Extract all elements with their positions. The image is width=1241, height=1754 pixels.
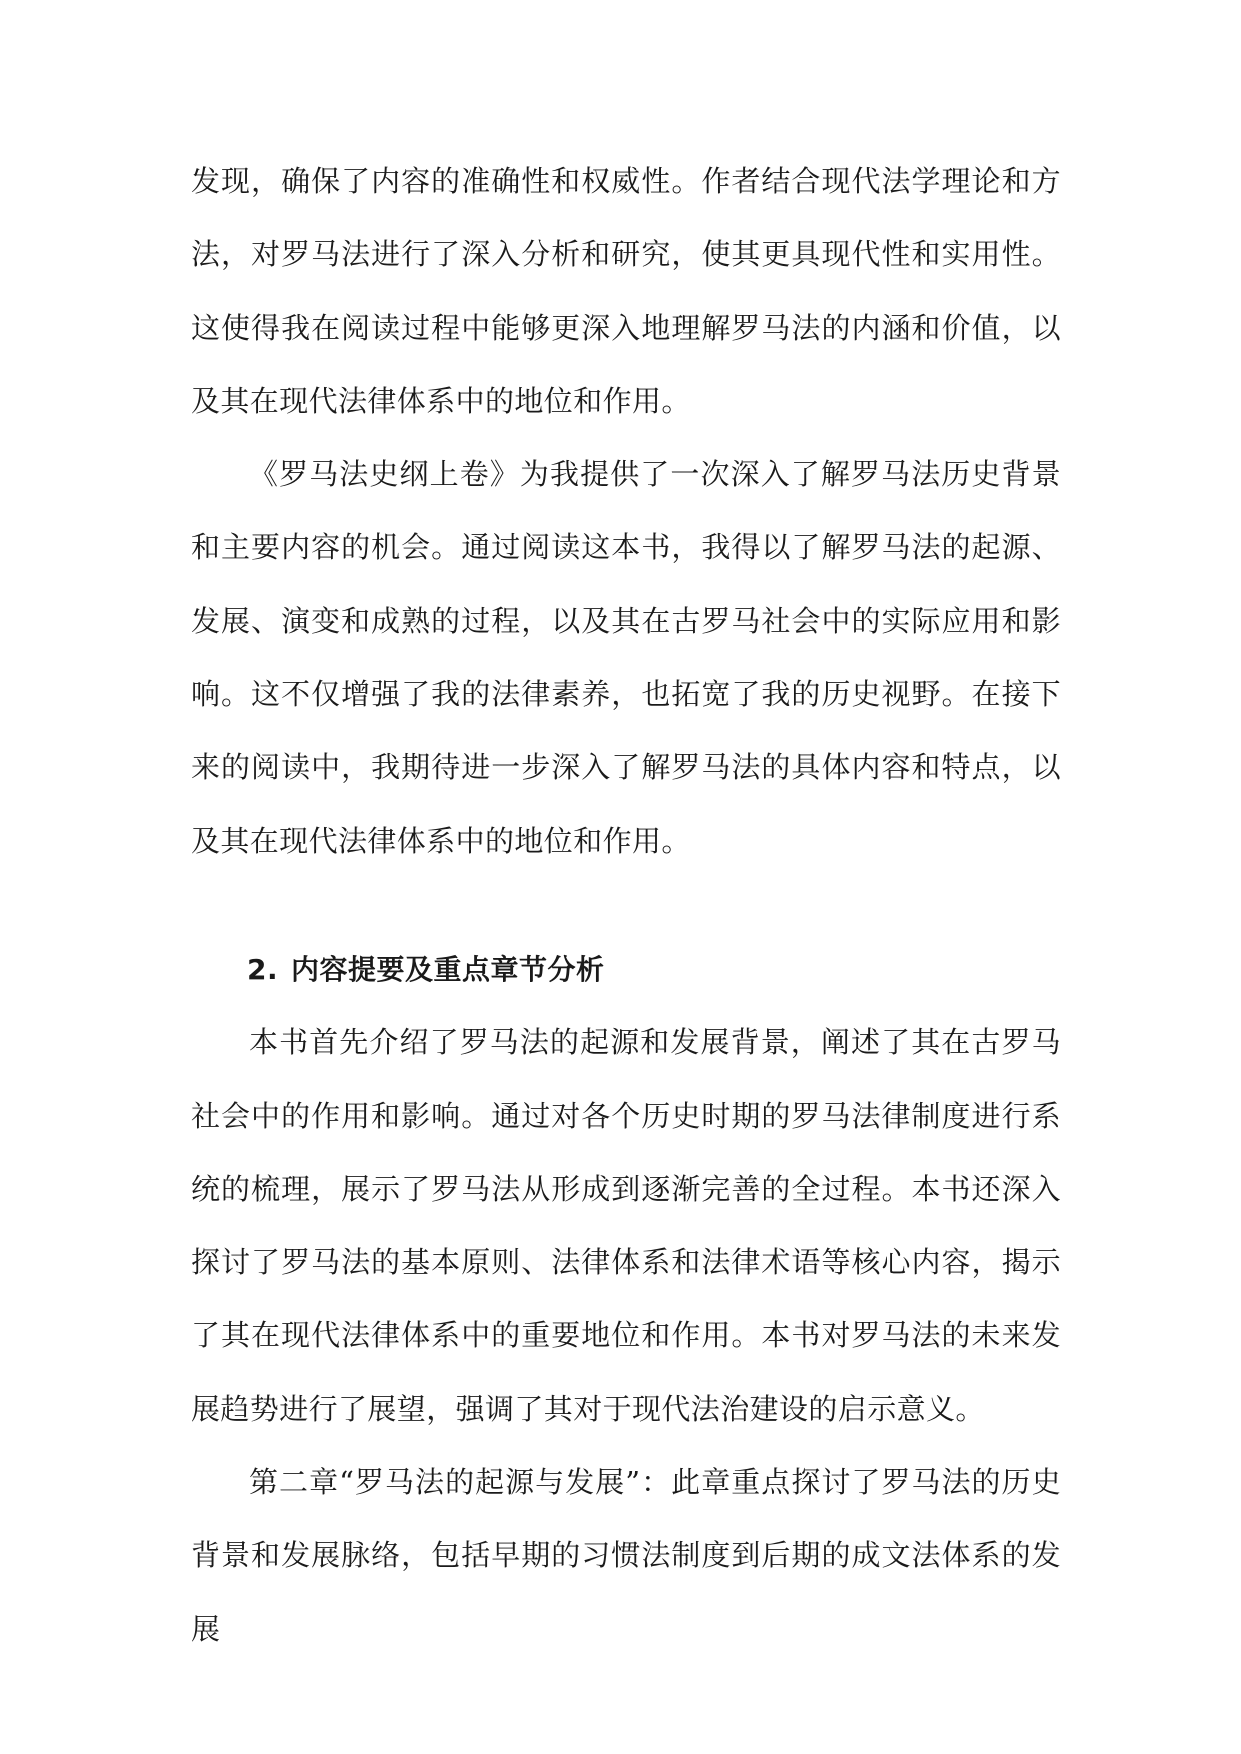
content-summary-paragraph: 本书首先介绍了罗马法的起源和发展背景，阐述了其在古罗马社会中的作用和影响。通过对各个历史时期的罗马法律制度进行系统的梳理，展示了罗马法从形成到逐渐完善的全过程。本书还深入探讨了罗马法的基本原则、法律体系和法律术语等核心内容，揭示了其在现代法律体系中的重要地位和作用。本书对罗马法的未来发展趋势进行了展望，强调了其对于现代法治建设的启示意义。 [191,1025,1061,1426]
section-heading [191,933,1061,1006]
summary-paragraph: 《罗马法史纲上卷》为我提供了一次深入了解罗马法历史背景和主要内容的机会。通过阅读这本书，我得以了解罗马法的起源、发展、演变和成熟的过程，以及其在古罗马社会中的实际应用和影响。这不仅增强了我的法律素养，也拓宽了我的历史视野。在接下来的阅读中，我期待进一步深入了解罗马法的具体内容和特点，以及其在现代法律体系中的地位和作用。 [191,457,1061,858]
section-title: 内容提要及重点章节分析 [291,952,605,986]
continued-paragraph: 发现，确保了内容的准确性和权威性。作者结合现代法学理论和方法，对罗马法进行了深入分析和研究，使其更具现代性和实用性。这使得我在阅读过程中能够更深入地理解罗马法的内涵和价值，以及其在现代法律体系中的地位和作用。 [191,164,1061,418]
section-number: 2. [247,952,279,986]
chapter-two-paragraph: 第二章“罗马法的起源与发展”：此章重点探讨了罗马法的历史背景和发展脉络，包括早期的习惯法制度到后期的成文法体系的发展 [191,1465,1061,1646]
document-body [191,145,1061,1666]
